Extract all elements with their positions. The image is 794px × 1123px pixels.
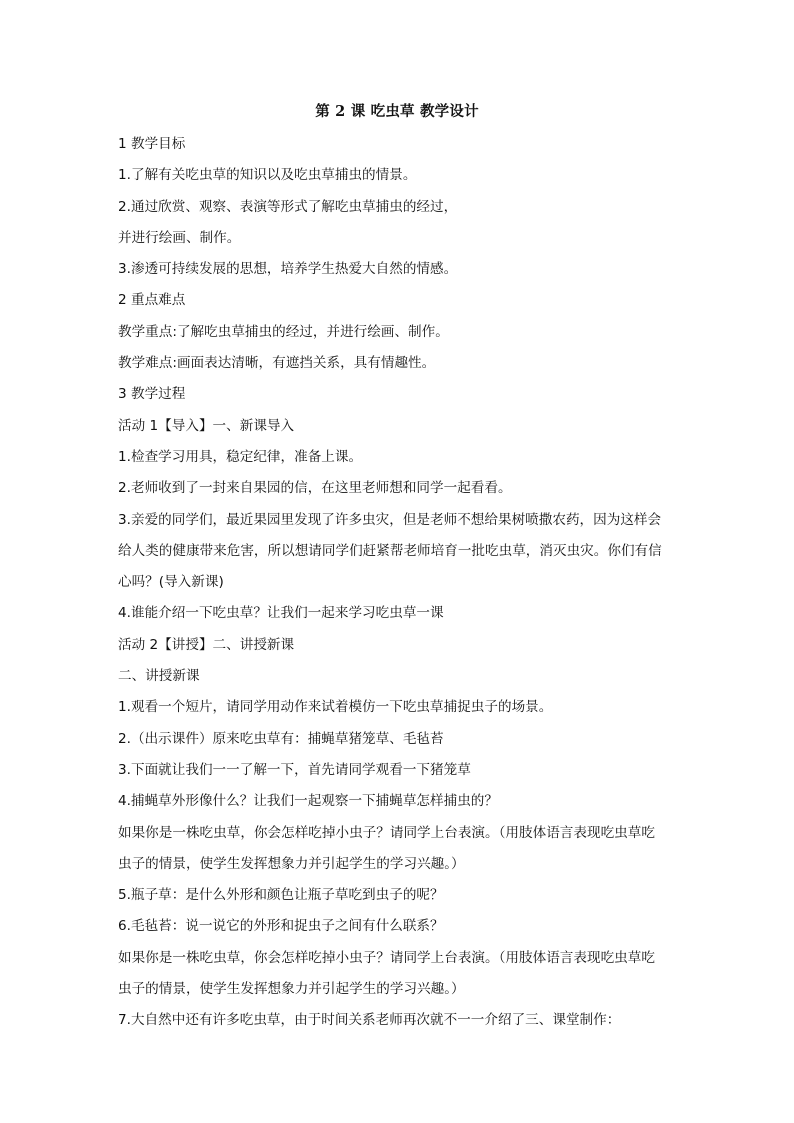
body-line: 心吗？(导入新课) [118, 574, 224, 591]
body-line: 1 教学目标 [118, 136, 186, 152]
body-line: 3.渗透可持续发展的思想，培养学生热爱大自然的情感。 [118, 261, 458, 278]
body-line: 2 重点难点 [118, 292, 186, 309]
body-line: 虫子的情景，使学生发挥想象力并引起学生的学习兴趣。） [118, 855, 465, 872]
body-line: 1.观看一个短片，请同学用动作来试着模仿一下吃虫草捕捉虫子的场景。 [118, 699, 553, 716]
body-line: 7.大自然中还有许多吃虫草，由于时间关系老师再次就不一一介绍了三、课堂制作： [118, 1012, 621, 1029]
body-line: 并进行绘画、制作。 [118, 229, 241, 246]
body-line: 活动 1【导入】一、新课导入 [118, 417, 295, 434]
document-title: 第 2 课 吃虫草 教学设计 [315, 103, 479, 120]
body-line: 2.通过欣赏、观察、表演等形式了解吃虫草捕虫的经过， [118, 198, 458, 215]
body-line: 3 教学过程 [118, 386, 186, 403]
body-line: 二、讲授新课 [118, 668, 200, 685]
body-line: 虫子的情景，使学生发挥想象力并引起学生的学习兴趣。） [118, 981, 465, 998]
body-line: 3.亲爱的同学们，最近果园里发现了许多虫灾，但是老师不想给果树喷撒农药，因为这样会 [118, 511, 662, 528]
body-line: 2.（出示课件）原来吃虫草有：捕蝇草猪笼草、毛毡苔 [118, 730, 444, 747]
body-line: 5.瓶子草：是什么外形和颜色让瓶子草吃到虫子的呢？ [118, 887, 444, 904]
body-line: 活动 2【讲授】二、讲授新课 [118, 636, 295, 653]
body-line: 2.老师收到了一封来自果园的信，在这里老师想和同学一起看看。 [118, 480, 512, 497]
body-line: 3.下面就让我们一一了解一下，首先请同学观看一下猪笼草 [118, 761, 471, 778]
body-line: 1.检查学习用具，稳定纪律，准备上课。 [118, 448, 363, 465]
body-line: 教学重点:了解吃虫草捕虫的经过，并进行绘画、制作。 [118, 323, 449, 340]
document-body [118, 129, 680, 1037]
body-line: 如果你是一株吃虫草，你会怎样吃掉小虫子？请同学上台表演。（用肢体语言表现吃虫草吃 [118, 824, 655, 841]
body-line: 给人类的健康带来危害，所以想请同学们赶紧帮老师培育一批吃虫草，消灭虫灾。你们有信 [118, 542, 662, 559]
body-line: 1.了解有关吃虫草的知识以及吃虫草捕虫的情景。 [118, 167, 417, 184]
body-line: 6.毛毡苔：说一说它的外形和捉虫子之间有什么联系？ [118, 918, 444, 935]
body-line: 4.谁能介绍一下吃虫草？让我们一起来学习吃虫草一课 [118, 605, 444, 622]
body-line: 如果你是一株吃虫草，你会怎样吃掉小虫子？请同学上台表演。（用肢体语言表现吃虫草吃 [118, 949, 655, 966]
body-line: 4.捕蝇草外形像什么？让我们一起观察一下捕蝇草怎样捕虫的？ [118, 793, 498, 810]
body-line: 教学难点:画面表达清晰，有遮挡关系，具有情趣性。 [118, 355, 436, 372]
